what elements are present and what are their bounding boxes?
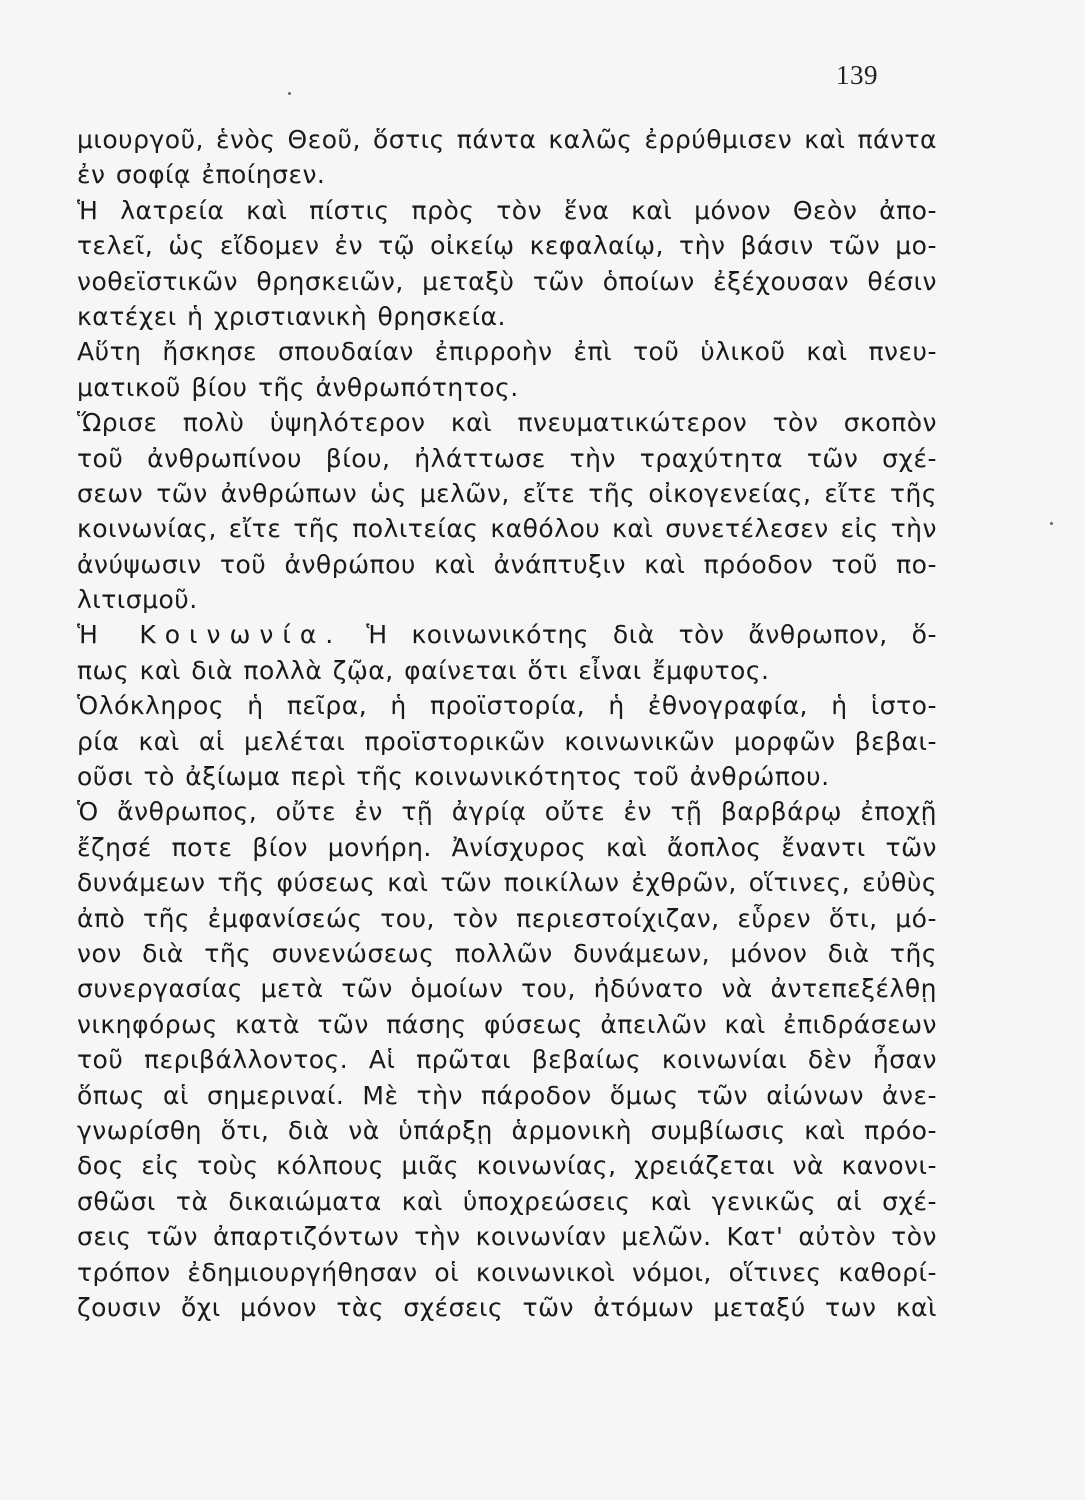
text-line: συνεργασίας μετὰ τῶν ὁμοίων του, ἠδύνατο νὰ ἀντεπεξέλθῃ	[77, 974, 937, 1004]
text-line: κατέχει ἡ χριστιανικὴ θρησκεία.	[77, 301, 506, 331]
text-line: νον διὰ τῆς συνενώσεως πολλῶν δυνάμεων, μόνον διὰ τῆς	[77, 938, 937, 968]
text-line: δυνάμεων τῆς φύσεως καὶ τῶν ποικίλων ἐχθρῶν, οἵτινες, εὐθὺς	[77, 868, 937, 898]
text-line: οῦσι τὸ ἀξίωμα περὶ τῆς κοινωνικότητος τοῦ ἀνθρώπου.	[77, 762, 830, 792]
text-line: τελεῖ, ὡς εἴδομεν ἐν τῷ οἰκείῳ κεφαλαίῳ, τὴν βάσιν τῶν μο-	[77, 231, 937, 261]
text-line: ἐν σοφίᾳ ἐποίησεν.	[77, 160, 326, 190]
text-line: ἀνύψωσιν τοῦ ἀνθρώπου καὶ ἀνάπτυξιν καὶ πρόοδον τοῦ πο-	[77, 549, 937, 579]
text-line: Αὕτη ἤσκησε σπουδαίαν ἐπιρροὴν ἐπὶ τοῦ ὑλικοῦ καὶ πνευ-	[77, 337, 937, 367]
text-line: πως καὶ διὰ πολλὰ ζῷα, φαίνεται ὅτι εἶναι ἔμφυτος.	[77, 655, 770, 685]
text-line: τοῦ ἀνθρωπίνου βίου, ἠλάττωσε τὴν τραχύτητα τῶν σχέ-	[77, 443, 937, 473]
text-line: Ὥρισε πολὺ ὑψηλότερον καὶ πνευματικώτερον τὸν σκοπὸν	[77, 408, 937, 438]
text-line: ἔζησέ ποτε βίον μονήρη. Ἀνίσχυρος καὶ ἄοπλος ἔναντι τῶν	[77, 832, 937, 862]
text-line: Ὁλόκληρος ἡ πεῖρα, ἡ προϊστορία, ἡ ἐθνογραφία, ἡ ἱστο-	[77, 691, 937, 721]
text-line: ρία καὶ αἱ μελέται προϊστορικῶν κοινωνικῶν μορφῶν βεβαι-	[77, 726, 937, 756]
text-line: ἀπὸ τῆς ἐμφανίσεώς του, τὸν περιεστοίχιζαν, εὗρεν ὅτι, μό-	[77, 903, 937, 933]
print-speck	[1050, 522, 1053, 525]
text-line-content: Ἡ κοινωνικότης διὰ τὸν ἄνθρωπον, ὅ-	[342, 620, 937, 650]
text-line: τοῦ περιβάλλοντος. Αἱ πρῶται βεβαίως κοινωνίαι δὲν ἦσαν	[77, 1045, 937, 1075]
text-line: τρόπον ἐδημιουργήθησαν οἱ κοινωνικοὶ νόμοι, οἵτινες καθορί-	[77, 1257, 937, 1287]
text-line: νικηφόρως κατὰ τῶν πάσης φύσεως ἀπειλῶν καὶ ἐπιδράσεων	[77, 1009, 937, 1039]
text-line: Ἡ λατρεία καὶ πίστις πρὸς τὸν ἕνα καὶ μόνον Θεὸν ἀπο-	[77, 195, 937, 225]
text-line: σθῶσι τὰ δικαιώματα καὶ ὑποχρεώσεις καὶ γενικῶς αἱ σχέ-	[77, 1186, 937, 1216]
text-line	[77, 617, 937, 652]
text-line: κοινωνίας, εἴτε τῆς πολιτείας καθόλου καὶ συνετέλεσεν εἰς τὴν	[77, 514, 937, 544]
text-line: γνωρίσθη ὅτι, διὰ νὰ ὑπάρξῃ ἁρμονικὴ συμβίωσις καὶ πρόο-	[77, 1115, 937, 1145]
text-line: δος εἰς τοὺς κόλπους μιᾶς κοινωνίας, χρειάζεται νὰ κανονι-	[77, 1151, 937, 1181]
print-speck	[288, 92, 291, 95]
body-text	[77, 122, 937, 1325]
text-line: σεις τῶν ἀπαρτιζόντων τὴν κοινωνίαν μελῶν. Κατ' αὐτὸν τὸν	[77, 1222, 937, 1252]
text-line: ζουσιν ὄχι μόνον τὰς σχέσεις τῶν ἀτόμων μεταξύ των καὶ	[77, 1292, 937, 1322]
text-line: ὅπως αἱ σημεριναί. Μὲ τὴν πάροδον ὅμως τῶν αἰώνων ἀνε-	[77, 1080, 937, 1110]
text-line: λιτισμοῦ.	[77, 585, 198, 615]
section-heading: Ἡ Κοινωνία.	[77, 620, 343, 650]
text-line: σεων τῶν ἀνθρώπων ὡς μελῶν, εἴτε τῆς οἰκογενείας, εἴτε τῆς	[77, 478, 937, 508]
text-line: ματικοῦ βίου τῆς ἀνθρωπότητος.	[77, 372, 519, 402]
text-line: νοθεϊστικῶν θρησκειῶν, μεταξὺ τῶν ὁποίων ἐξέχουσαν θέσιν	[77, 266, 937, 296]
page-number: 139	[836, 60, 878, 90]
text-line: Ὁ ἄνθρωπος, οὔτε ἐν τῇ ἀγρίᾳ οὔτε ἐν τῇ βαρβάρῳ ἐποχῇ	[77, 797, 937, 827]
text-line: μιουργοῦ, ἑνὸς Θεοῦ, ὅστις πάντα καλῶς ἐρρύθμισεν καὶ πάντα	[77, 125, 937, 154]
